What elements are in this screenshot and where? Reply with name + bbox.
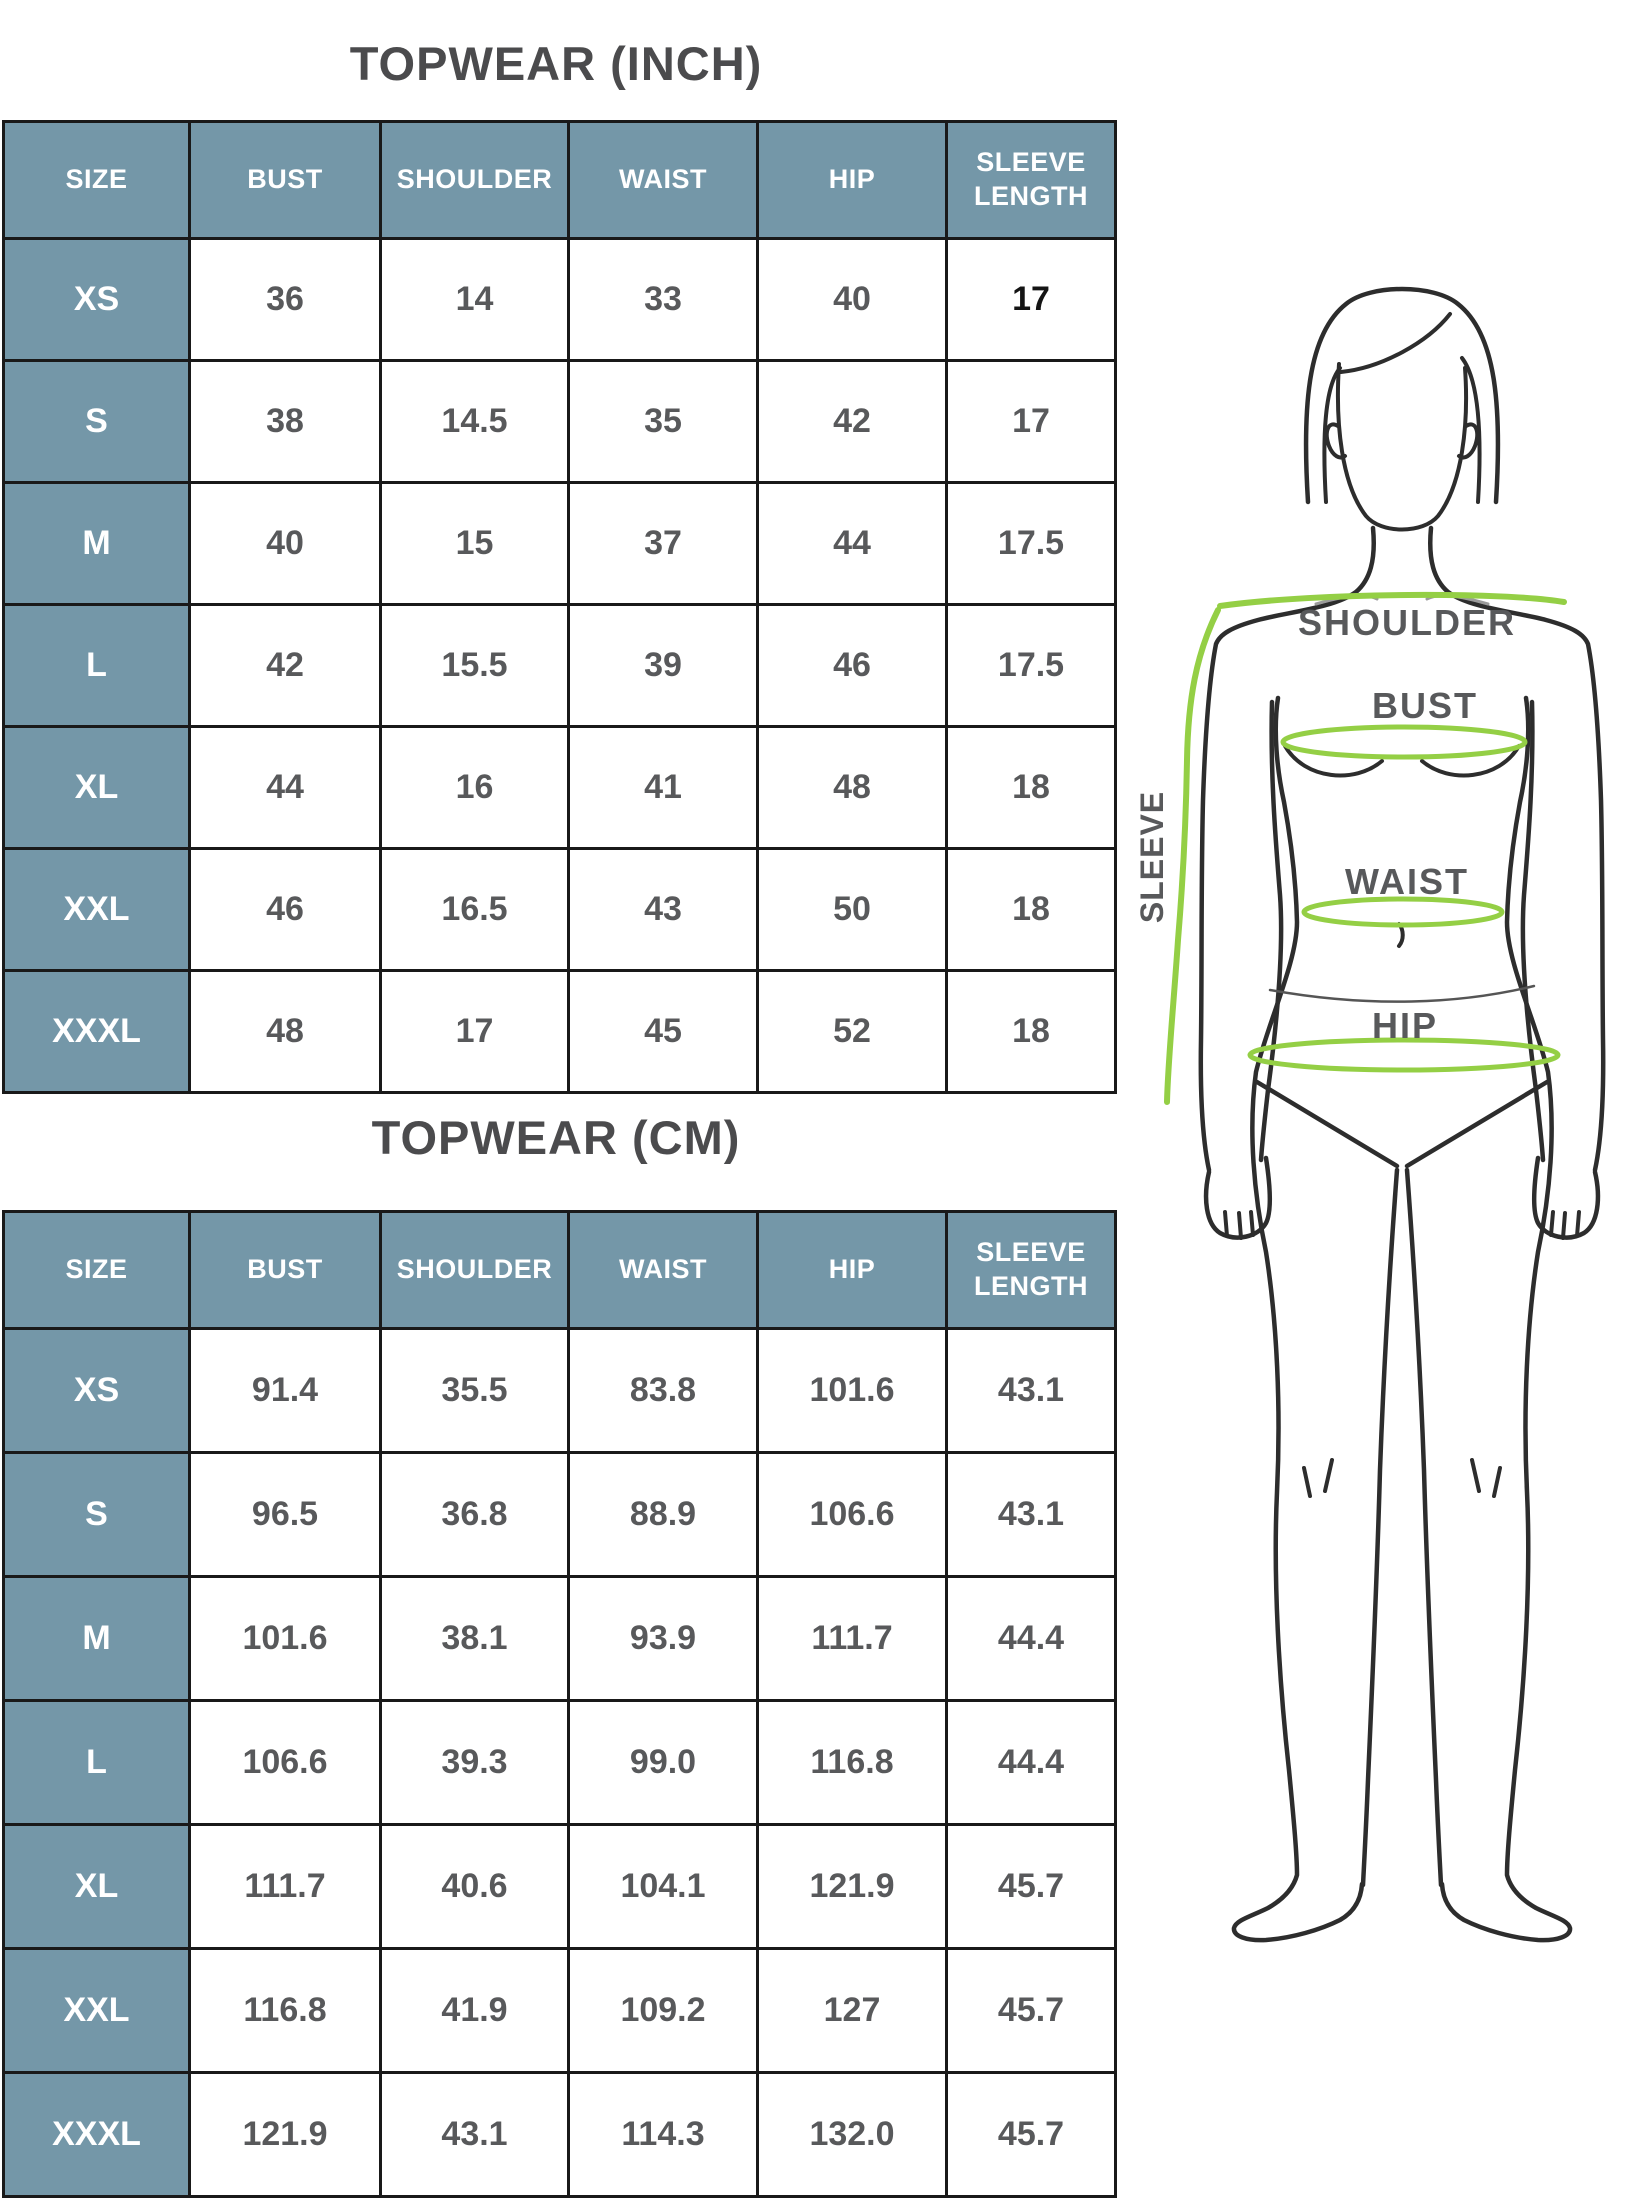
value-cell: 101.6: [190, 1577, 381, 1701]
face-outline: [1327, 364, 1477, 530]
value-cell: 40: [190, 483, 381, 605]
table-row: [4, 361, 1116, 483]
waist-measure-line: [1304, 899, 1502, 925]
column-header-size: SIZE: [4, 1212, 190, 1329]
value-cell: 18: [947, 727, 1116, 849]
value-cell: 52: [758, 971, 947, 1093]
header-row: [4, 122, 1116, 239]
value-cell: 17: [947, 239, 1116, 361]
table-row: [4, 727, 1116, 849]
value-cell: 39: [569, 605, 758, 727]
table-row: [4, 1329, 1116, 1453]
value-cell: 93.9: [569, 1577, 758, 1701]
value-cell: 106.6: [190, 1701, 381, 1825]
value-cell: 44: [190, 727, 381, 849]
value-cell: 33: [569, 239, 758, 361]
value-cell: 44: [758, 483, 947, 605]
column-header-waist: WAIST: [569, 1212, 758, 1329]
torso-outline: [1201, 528, 1603, 1940]
table-row: [4, 1949, 1116, 2073]
value-cell: 91.4: [190, 1329, 381, 1453]
topwear-inch-table: [2, 120, 1117, 1094]
topwear-inch-title: TOPWEAR (INCH): [349, 37, 763, 90]
value-cell: 121.9: [190, 2073, 381, 2197]
table-row: [4, 239, 1116, 361]
table-row: [4, 1453, 1116, 1577]
size-cell: XXL: [4, 849, 190, 971]
value-cell: 40.6: [381, 1825, 569, 1949]
value-cell: 43.1: [947, 1453, 1116, 1577]
shoulder-label: SHOULDER: [1297, 602, 1517, 643]
value-cell: 18: [947, 849, 1116, 971]
size-cell: XS: [4, 239, 190, 361]
column-header-bust: BUST: [190, 122, 381, 239]
value-cell: 44.4: [947, 1577, 1116, 1701]
hip-label: HIP: [1371, 1005, 1439, 1046]
size-cell: XL: [4, 727, 190, 849]
value-cell: 14.5: [381, 361, 569, 483]
value-cell: 35.5: [381, 1329, 569, 1453]
size-cell: L: [4, 1701, 190, 1825]
value-cell: 38: [190, 361, 381, 483]
value-cell: 18: [947, 971, 1116, 1093]
column-header-hip: HIP: [758, 1212, 947, 1329]
column-header-size: SIZE: [4, 122, 190, 239]
bust-measure-line: [1283, 727, 1525, 757]
hands-outline: [1206, 1158, 1598, 1238]
value-cell: 44.4: [947, 1701, 1116, 1825]
value-cell: 114.3: [569, 2073, 758, 2197]
column-header-sleeve-length: SLEEVE LENGTH: [947, 122, 1116, 239]
waist-label: WAIST: [1345, 861, 1469, 902]
column-header-bust: BUST: [190, 1212, 381, 1329]
value-cell: 15: [381, 483, 569, 605]
column-header-shoulder: SHOULDER: [381, 122, 569, 239]
table-row: [4, 483, 1116, 605]
value-cell: 17.5: [947, 605, 1116, 727]
value-cell: 109.2: [569, 1949, 758, 2073]
topwear-cm-title: TOPWEAR (CM): [371, 1111, 741, 1164]
value-cell: 42: [758, 361, 947, 483]
value-cell: 111.7: [190, 1825, 381, 1949]
value-cell: 45: [569, 971, 758, 1093]
size-cell: S: [4, 1453, 190, 1577]
value-cell: 101.6: [758, 1329, 947, 1453]
value-cell: 41: [569, 727, 758, 849]
value-cell: 50: [758, 849, 947, 971]
value-cell: 15.5: [381, 605, 569, 727]
table-row: [4, 971, 1116, 1093]
value-cell: 106.6: [758, 1453, 947, 1577]
value-cell: 121.9: [758, 1825, 947, 1949]
inch-table-body: [4, 239, 1116, 1093]
value-cell: 88.9: [569, 1453, 758, 1577]
value-cell: 132.0: [758, 2073, 947, 2197]
table-row: [4, 849, 1116, 971]
value-cell: 35: [569, 361, 758, 483]
value-cell: 36: [190, 239, 381, 361]
value-cell: 45.7: [947, 1949, 1116, 2073]
value-cell: 96.5: [190, 1453, 381, 1577]
table-row: [4, 1701, 1116, 1825]
size-cell: M: [4, 1577, 190, 1701]
value-cell: 17: [947, 361, 1116, 483]
value-cell: 37: [569, 483, 758, 605]
value-cell: 46: [190, 849, 381, 971]
value-cell: 46: [758, 605, 947, 727]
value-cell: 127: [758, 1949, 947, 2073]
value-cell: 36.8: [381, 1453, 569, 1577]
column-header-shoulder: SHOULDER: [381, 1212, 569, 1329]
table-row: [4, 1825, 1116, 1949]
value-cell: 43.1: [381, 2073, 569, 2197]
value-cell: 45.7: [947, 1825, 1116, 1949]
size-cell: XXXL: [4, 971, 190, 1093]
table-row: [4, 605, 1116, 727]
size-cell: M: [4, 483, 190, 605]
header-row: [4, 1212, 1116, 1329]
value-cell: 111.7: [758, 1577, 947, 1701]
size-cell: XXXL: [4, 2073, 190, 2197]
value-cell: 38.1: [381, 1577, 569, 1701]
value-cell: 104.1: [569, 1825, 758, 1949]
value-cell: 99.0: [569, 1701, 758, 1825]
size-cell: S: [4, 361, 190, 483]
topwear-cm-table: [2, 1210, 1117, 2198]
value-cell: 83.8: [569, 1329, 758, 1453]
column-header-hip: HIP: [758, 122, 947, 239]
size-cell: XS: [4, 1329, 190, 1453]
column-header-sleeve-length: SLEEVE LENGTH: [947, 1212, 1116, 1329]
value-cell: 42: [190, 605, 381, 727]
column-header-waist: WAIST: [569, 122, 758, 239]
value-cell: 116.8: [758, 1701, 947, 1825]
measurement-figure: [1120, 230, 1652, 1950]
value-cell: 16.5: [381, 849, 569, 971]
bust-label: BUST: [1372, 685, 1478, 726]
value-cell: 17: [381, 971, 569, 1093]
value-cell: 16: [381, 727, 569, 849]
table-row: [4, 1577, 1116, 1701]
value-cell: 48: [758, 727, 947, 849]
value-cell: 39.3: [381, 1701, 569, 1825]
size-cell: XL: [4, 1825, 190, 1949]
value-cell: 48: [190, 971, 381, 1093]
table-row: [4, 2073, 1116, 2197]
body-measurement-diagram: [1120, 230, 1652, 1950]
value-cell: 14: [381, 239, 569, 361]
value-cell: 43: [569, 849, 758, 971]
sleeve-label: SLEEVE: [1134, 790, 1170, 924]
value-cell: 17.5: [947, 483, 1116, 605]
size-cell: L: [4, 605, 190, 727]
cm-table-body: [4, 1329, 1116, 2197]
value-cell: 45.7: [947, 2073, 1116, 2197]
value-cell: 43.1: [947, 1329, 1116, 1453]
value-cell: 40: [758, 239, 947, 361]
value-cell: 41.9: [381, 1949, 569, 2073]
hair-outline: [1306, 289, 1498, 502]
size-cell: XXL: [4, 1949, 190, 2073]
value-cell: 116.8: [190, 1949, 381, 2073]
